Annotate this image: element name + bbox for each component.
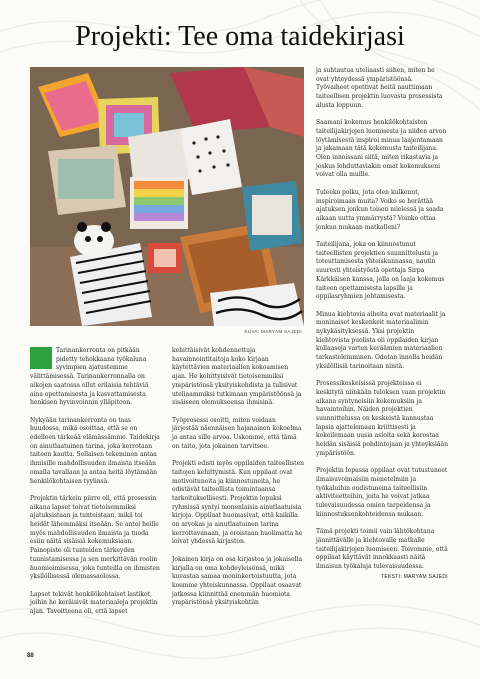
paragraph-lead: Tarinankerronta on pitkään pidetty tehokkaana työkaluna syvimpien ajatustemme [56,347,147,372]
paragraph: Projektin lopussa oppilaat ovat tutustuneet ilmaisuvoimaisiin menetelmiin ja työkaluihin oudistuneina taiteellisiin aktiviteetteihin, joita he voivat jatkaa tulevaisuudessa omien tarpeidensa ja kiinnostuksenkohteidensa mukaan. [316,467,448,518]
paragraph: Työprosessi osoitti, miten voidaan järjestää näennäisen hajanainen kokoelma ja antaa sille arvoa. Uskomme, että tämä on taito, jota jokainen tarvitsee. [172,416,302,450]
paragraph: Tuleeko polku, jota olen kulkenut, inspiroimaan muita? Voiko se herättää ajatuksen jonkun toisen mielessä ja saada aikaan uutta ymmärrystä? Voinko ottaa jonkun mukaan matkalleni? [316,188,444,231]
photo-credit: KUVA: MARYAM SAJEDI [244,329,302,334]
art-books-photo [30,67,304,326]
paragraph: Projektin tärkein piirre oli, että prosessin aikana lapset toivat tietoisemmiksi ajatuksistaan ja tunteistaan, mikä toi heidät lähemmäksi itseään. Se antoi heille myös mahdollisuuden ilmaista ja tuoda esiin näitä sisäisiä kokemuksiaan. Painopiste oli tunteiden tärkeyden tunnistamisessa ja sen merkittävän roolin huomioimisessa, joka tunteilla on ihmisten yksilöllisessä olemassaolossa. [30,494,160,581]
paragraph: ja suhtautua uteliaasti siihen, miten he ovat yhteydessä ympäristöönsä. Työvaiheet opettivat heitä nauttimaan taiteellisen projektin luovasta prosessista alusta loppuun. [316,67,443,109]
paragraph: kehittäisivät kohdennettuja havainnointitaitoja koko kirjaan käytettävien materiaalien kokoamisen ajan. He kehittyisivät tietoisemmiksi ympäristönsä yksityiskohdista ja tulisivat uteliaammiksi tutkimaan ympäristöönsä ja sisäiseen olemukseensa ihmisinä. [172,347,302,407]
text-column-middle [172,347,304,617]
paragraph: Jokainen kirja on osa kirjastoa ja jokaisella kirjalla on oma kohdeyleisönsä, mikä kuvastaa samaa moninkertoistuutta, jota koemme yhteiskunnassa. Oppilaat osaavat jatkossa kiinnittää enemmän huomiota ympäristönsä yksityiskohtiin [172,555,303,607]
paragraph: Lapset tekivät henkilökohtaiset lastikot, joihin he keräisivät materiaaleja projektin ajan. Tavoitteena oli, että lapset [30,590,158,616]
green-accent-square [30,347,52,369]
paragraph-rest: välittämisessä. Tarinankerronnalla on aikojen saatossa ollut erilaisia tehtäviä aina opettamisesta ja kasvattamisesta henkisen hyvinvoinnin ylläpitoon. [30,373,149,407]
paragraph: Saamani kokemus henkilökohtaisten taiteilijakirjojen luomisesta ja niiden arvon löytämisestä inspiroi minua laajentamaan ja jakamaan tätä kokemusta taiteilijana. Olen innoissani siitä, miten rikastavia ja joskus lohduttaviakin omat kokemukseni voivat olla muille. [316,119,447,179]
page-title: Projekti: Tee oma taidekirjasi [75,21,405,52]
paragraph: Nykyään tarinankerronta on taas huudossa, mikä osoittaa, että se on edelleen tärkeää elämässämme. Taidekirja on ainutlaatuinen tarina, joka kerrotaan taiteen kautta. Sellaisen tekeminen antaa ihmisille mahdollisuuden ilmaista itseään omalla tavallaan ja antaa heitä löytämään henkilökohtaisen tyylinsä. [30,416,160,485]
text-column-right [316,67,448,582]
paragraph: Tämä projekti toimii vain lähtökohtana jännittävälle ja kiehtovalle matkalle taiteilijakirjojen luomiseen. Toivomme, että oppilaat käyttävät innokkaasti näitä ilmaisun työkaluja tulevaisuudessa. [316,528,448,570]
paragraph: Taiteilijana, joka on kiinnostunut taiteellisten projektien suunnittelusta ja toteuttamisesta yhteiskunnassa, nautin suuresti yhteistyöstä opettaja Sirpa Kärkkäisen kanssa, jolla on laaja kokemus taiteen opettamisesta lapsille ja oppilasryhmien johtamisesta. [316,241,445,301]
paragraph: Prosessikeskeisissä projekteissa ei keskitytä niinkään tuloksen vaan projektin aikana syntyneisiin kokemuksiin ja havaintoihin. Näiden projektien suunnittelussa on keskeistä kannustaa lapsia ajattelemaan kriittisesti ja kokeilemaan uusia asioita sekä korostaa heidän sisäisiä pohdintojaan ja yhteyksiään ympäristöön. [316,380,448,457]
paragraph: Projekti edisti myös oppilaiden taiteellisten taitojen kehittymistä. Kun oppilaat ovat motivoituneita ja kiinnostuneita, he edistävät taiteellista toimintaansa tarkoituksellisesti. Projektin lopuksi ryhmissä syntyi monenlaisia ainutlaatuisia kirjoja. Oppilaat huomasivat, että kaikilla on arvokas ja ainutlaatuinen tarina kerrottavanaan, ja eroistaan huolimatta he loivat yhdessä kirjaston. [172,460,304,546]
author-byline: TEKSTI: MARYAM SAJEDI [381,574,448,581]
paragraph: Minua kiehtovia aiheita ovat materiaalit ja moninaiset keskenkeit materiaalimin nykykäsityksessä. Yksi projektin kiehtovista puolista oli oppilaiden kirjan kollaaseja varten keräämien materiaalien tarkastelemminen. Odotan innolla heidän yksilöllisiä tarinoitaan niistä. [316,310,446,370]
text-column-left [30,347,160,625]
page-number: 88 [27,653,34,659]
